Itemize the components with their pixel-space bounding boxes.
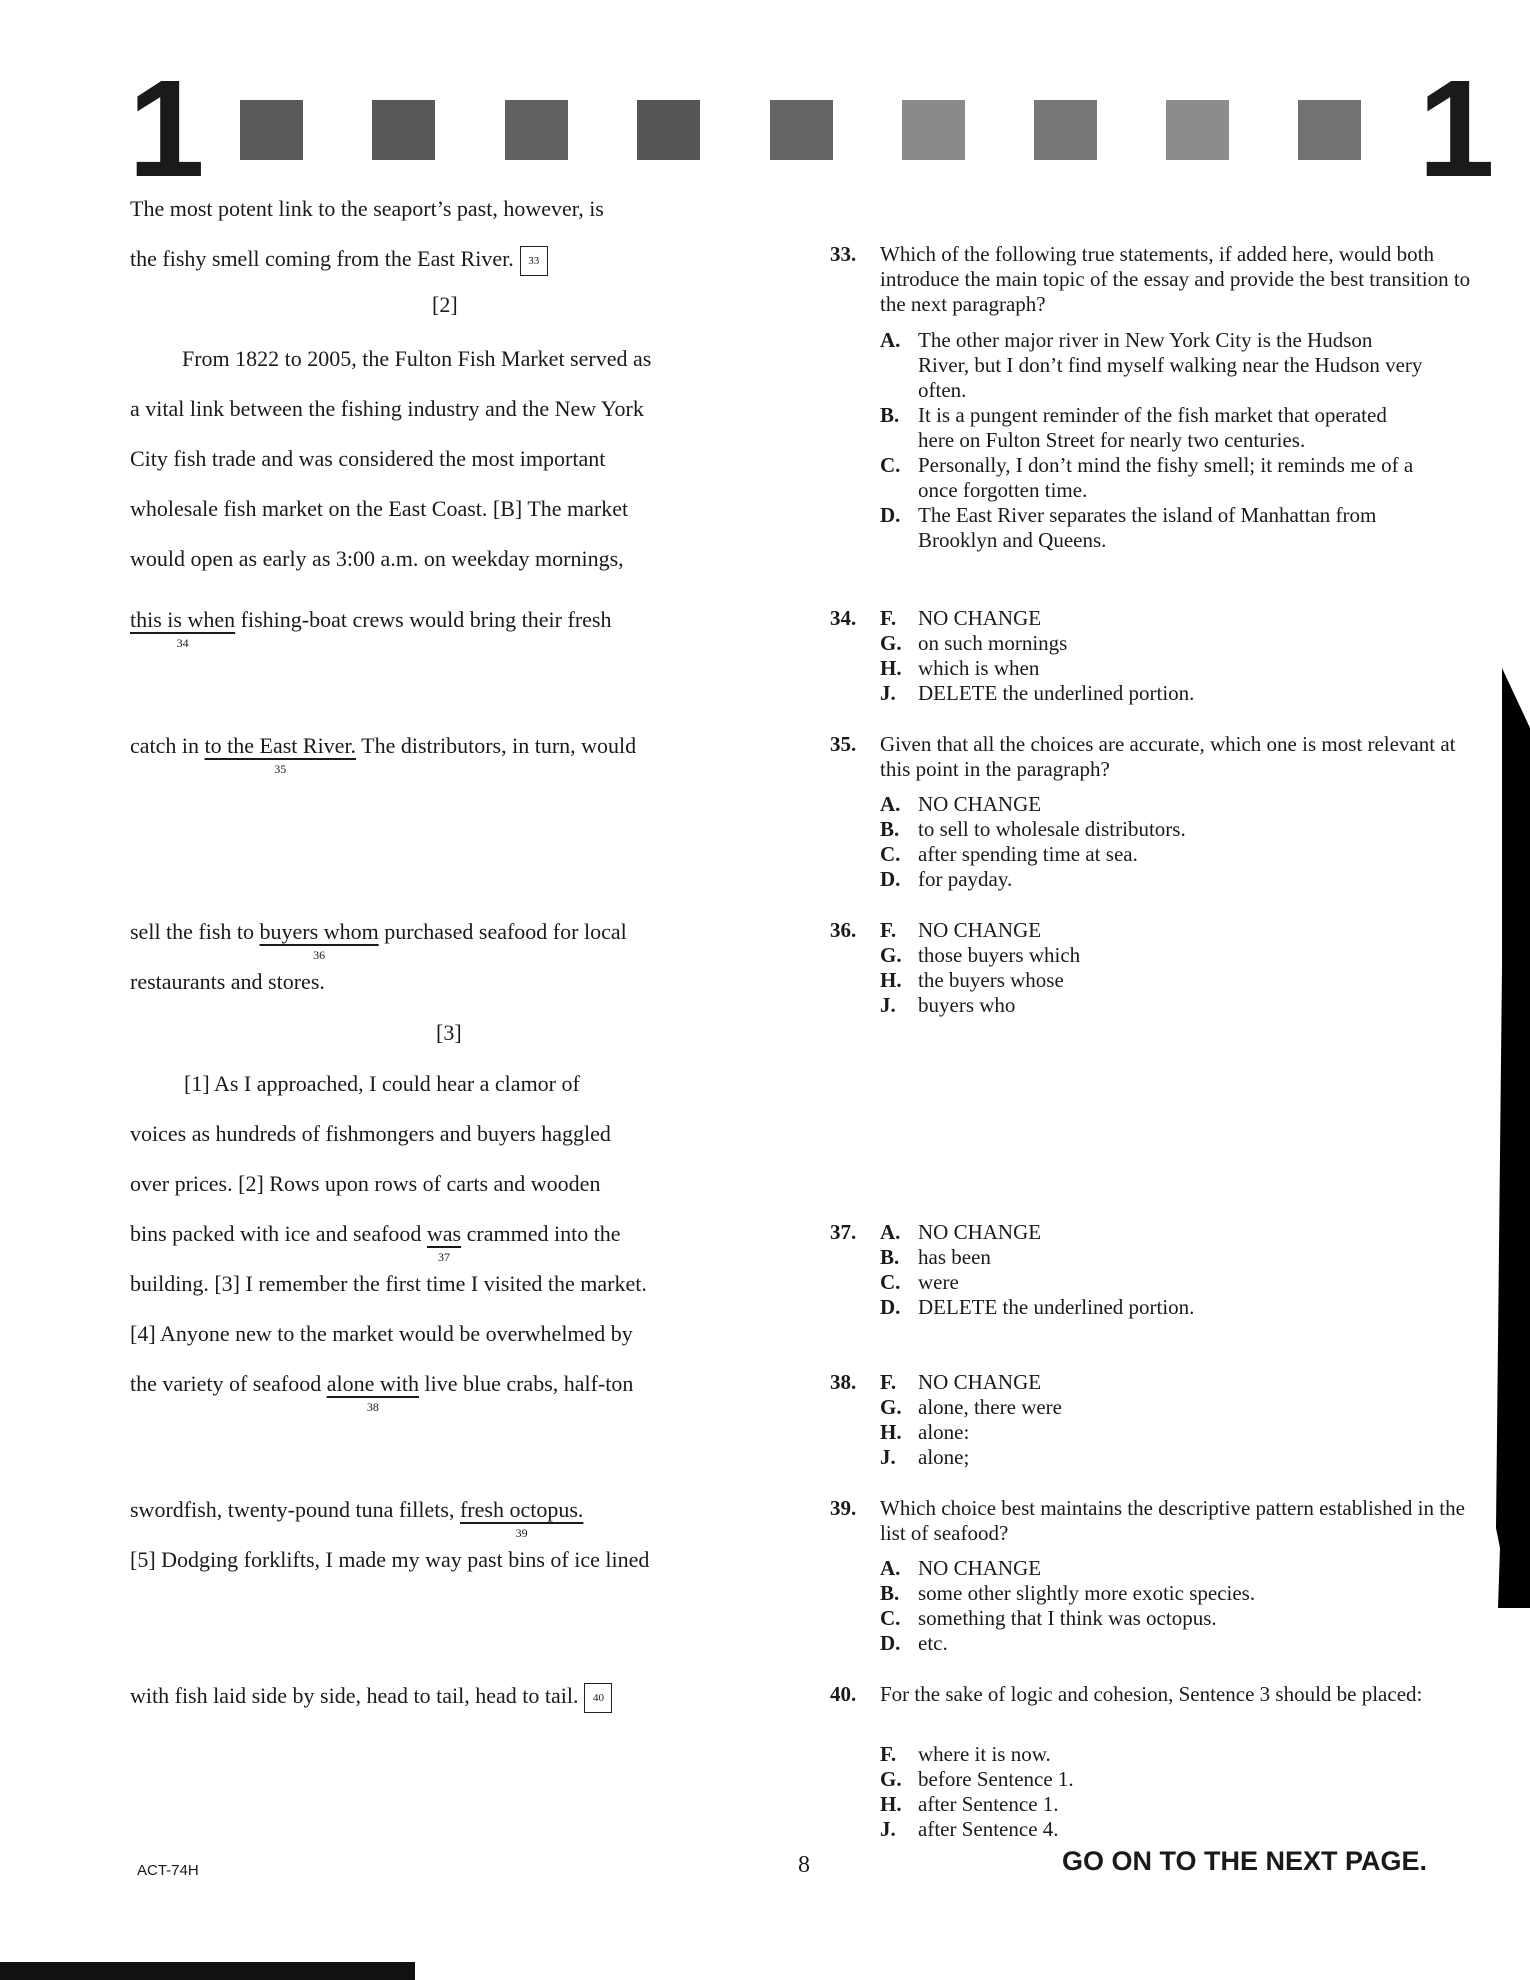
option-letter: J.	[880, 681, 896, 705]
option-letter: D.	[880, 1295, 901, 1319]
option-letter: D.	[880, 1631, 901, 1655]
options-list	[880, 328, 1425, 553]
option-letter: C.	[880, 453, 901, 477]
option-text: DELETE the underlined portion.	[918, 681, 1195, 705]
answer-option[interactable]	[880, 681, 1194, 706]
header-square	[240, 100, 303, 160]
answer-option[interactable]	[880, 1295, 1194, 1320]
option-text: NO CHANGE	[918, 918, 1042, 942]
option-letter: A.	[880, 1556, 901, 1580]
option-text: buyers who	[918, 993, 1016, 1017]
passage-line: building. [3] I remember the first time I visited the market.	[130, 1271, 647, 1296]
passage-line: over prices. [2] Rows upon rows of carts and wooden	[130, 1171, 601, 1196]
passage-line: [5] Dodging forklifts, I made my way past bins of ice lined	[130, 1547, 650, 1572]
underlined-portion-39[interactable]	[459, 1497, 584, 1540]
passage-text: crammed into the	[461, 1221, 621, 1246]
underline-number: 34	[176, 636, 189, 650]
option-text: etc.	[918, 1631, 948, 1655]
option-letter: A.	[880, 1220, 901, 1244]
option-letter: J.	[880, 993, 896, 1017]
option-text: after spending time at sea.	[918, 842, 1138, 866]
underlined-portion-38[interactable]	[326, 1371, 419, 1414]
passage-line: would open as early as 3:00 a.m. on weekday mornings,	[130, 546, 624, 571]
header-square	[770, 100, 833, 160]
underline-number: 36	[313, 948, 326, 962]
answer-option[interactable]	[880, 918, 1080, 943]
answer-option[interactable]	[880, 1245, 1194, 1270]
question-38	[830, 1370, 1475, 1469]
option-text: alone;	[918, 1445, 970, 1469]
option-text: on such mornings	[918, 631, 1068, 655]
edge-bar	[1490, 668, 1530, 1608]
options-list	[880, 792, 1186, 892]
option-letter: G.	[880, 631, 902, 655]
passage-line	[130, 1370, 634, 1414]
option-text: The East River separates the island of Manhattan from Brooklyn and Queens.	[918, 503, 1377, 552]
passage-line: From 1822 to 2005, the Fulton Fish Market served as	[182, 346, 652, 371]
answer-option[interactable]	[880, 1606, 1255, 1631]
passage-line: voices as hundreds of fishmongers and buyers haggled	[130, 1121, 611, 1146]
passage-line	[130, 606, 612, 650]
answer-option[interactable]	[880, 453, 1425, 503]
option-letter: F.	[880, 918, 897, 942]
answer-option[interactable]	[880, 403, 1425, 453]
question-35	[830, 732, 1475, 891]
option-letter: B.	[880, 1581, 900, 1605]
option-text: Personally, I don’t mind the fishy smell; it reminds me of a once forgotten time.	[918, 453, 1414, 502]
paragraph-heading-2: [2]	[432, 292, 458, 317]
underlined-text: to the East River.	[204, 733, 357, 758]
underline-number: 35	[274, 762, 287, 776]
option-text: NO CHANGE	[918, 1556, 1042, 1580]
answer-option[interactable]	[880, 1420, 1062, 1445]
option-letter: H.	[880, 1420, 902, 1444]
question-number: 38.	[830, 1370, 857, 1394]
passage-text: fishing-boat crews would bring their fresh	[235, 607, 612, 632]
underlined-portion-35[interactable]	[204, 733, 357, 776]
underlined-text: was	[426, 1221, 462, 1246]
answer-option[interactable]	[880, 867, 1186, 892]
option-letter: G.	[880, 1395, 902, 1419]
answer-option[interactable]	[880, 943, 1080, 968]
answer-option[interactable]	[880, 1445, 1062, 1470]
options-list	[880, 918, 1080, 1018]
passage-line	[130, 245, 548, 276]
header-square	[1166, 100, 1229, 160]
passage-text: catch in	[130, 733, 205, 758]
option-letter: B.	[880, 1245, 900, 1269]
option-text: something that I think was octopus.	[918, 1606, 1217, 1630]
option-letter: H.	[880, 968, 902, 992]
passage-text: bins packed with ice and seafood	[130, 1221, 427, 1246]
header-square	[505, 100, 568, 160]
answer-option[interactable]	[880, 968, 1080, 993]
option-letter: G.	[880, 943, 902, 967]
answer-option[interactable]	[880, 1792, 1074, 1817]
underlined-portion-37[interactable]	[426, 1221, 462, 1264]
options-list	[880, 606, 1194, 706]
answer-option[interactable]	[880, 1742, 1074, 1767]
passage-line: [1] As I approached, I could hear a clamor of	[184, 1071, 580, 1096]
passage-text: sell the fish to	[130, 919, 260, 944]
question-number: 34.	[830, 606, 857, 630]
option-text: some other slightly more exotic species.	[918, 1581, 1256, 1605]
section-number-left: 1	[128, 52, 205, 206]
passage-line: [4] Anyone new to the market would be overwhelmed by	[130, 1321, 633, 1346]
option-text: It is a pungent reminder of the fish market that operated here on Fulton Street for nearly two centuries.	[918, 403, 1387, 452]
option-letter: D.	[880, 867, 901, 891]
answer-option[interactable]	[880, 1556, 1255, 1581]
underline-number: 39	[515, 1526, 528, 1540]
header-square	[902, 100, 965, 160]
go-on-next-page: GO ON TO THE NEXT PAGE.	[1062, 1846, 1428, 1876]
underlined-text: alone with	[326, 1371, 419, 1396]
answer-option[interactable]	[880, 842, 1186, 867]
passage-text: with fish laid side by side, head to tail, head to tail.	[130, 1683, 579, 1708]
question-37	[830, 1220, 1475, 1319]
option-text: NO CHANGE	[918, 792, 1042, 816]
question-33	[830, 242, 1475, 552]
passage-text: purchased seafood for local	[378, 919, 627, 944]
option-text: the buyers whose	[918, 968, 1064, 992]
underline-number: 37	[438, 1250, 451, 1264]
question-36	[830, 918, 1475, 1017]
question-number: 37.	[830, 1220, 857, 1244]
passage-line: restaurants and stores.	[130, 969, 325, 994]
answer-option[interactable]	[880, 1270, 1194, 1295]
answer-option[interactable]	[880, 1817, 1074, 1842]
option-letter: C.	[880, 1606, 901, 1630]
option-text: has been	[918, 1245, 991, 1269]
option-letter: B.	[880, 817, 900, 841]
option-letter: J.	[880, 1445, 896, 1469]
option-text: to sell to wholesale distributors.	[918, 817, 1186, 841]
answer-option[interactable]	[880, 631, 1194, 656]
question-stem: For the sake of logic and cohesion, Sentence 3 should be placed:	[880, 1682, 1423, 1706]
option-letter: H.	[880, 656, 902, 680]
section-number-right: 1	[1418, 52, 1495, 206]
question-stem: Which of the following true statements, if added here, would both introduce the main topic of the essay and provide the best transition to the next paragraph?	[880, 242, 1471, 316]
question-box-40[interactable]: 40	[584, 1683, 612, 1713]
answer-option[interactable]	[880, 503, 1425, 553]
option-letter: C.	[880, 842, 901, 866]
answer-option[interactable]	[880, 792, 1186, 817]
answer-option[interactable]	[880, 1767, 1074, 1792]
underlined-portion-36[interactable]	[259, 919, 379, 962]
answer-option[interactable]	[880, 1395, 1062, 1420]
passage-line	[130, 1682, 612, 1713]
passage-text: live blue crabs, half-ton	[418, 1371, 634, 1396]
option-letter: F.	[880, 606, 897, 630]
bottom-scan-bar	[0, 1962, 415, 1980]
passage-line: City fish trade and was considered the most important	[130, 446, 606, 471]
page-number: 8	[798, 1852, 810, 1878]
answer-option[interactable]	[880, 1581, 1255, 1606]
question-39	[830, 1496, 1475, 1655]
option-text: those buyers which	[918, 943, 1081, 967]
answer-option[interactable]	[880, 993, 1080, 1018]
footer-code: ACT-74H	[137, 1862, 199, 1879]
passage-line: The most potent link to the seaport’s past, however, is	[130, 196, 604, 221]
option-text: NO CHANGE	[918, 606, 1042, 630]
underlined-text: fresh octopus.	[459, 1497, 584, 1522]
option-text: after Sentence 4.	[918, 1817, 1059, 1841]
passage-text: swordfish, twenty-pound tuna fillets,	[130, 1497, 460, 1522]
underline-number: 38	[366, 1400, 379, 1414]
header-square	[637, 100, 700, 160]
question-stem: Given that all the choices are accurate, which one is most relevant at this point in the paragraph?	[880, 732, 1456, 781]
header-square	[1034, 100, 1097, 160]
option-text: NO CHANGE	[918, 1370, 1042, 1394]
option-letter: C.	[880, 1270, 901, 1294]
question-number: 33.	[830, 242, 857, 266]
underlined-text: buyers whom	[259, 919, 379, 944]
option-letter: H.	[880, 1792, 902, 1816]
answer-option[interactable]	[880, 606, 1194, 631]
passage-line	[130, 918, 627, 962]
option-letter: B.	[880, 403, 900, 427]
option-text: where it is now.	[918, 1742, 1051, 1766]
question-34	[830, 606, 1475, 705]
option-text: alone, there were	[918, 1395, 1062, 1419]
passage-text: the variety of seafood	[130, 1371, 327, 1396]
options-list	[880, 1742, 1074, 1842]
option-text: for payday.	[918, 867, 1013, 891]
header-square	[372, 100, 435, 160]
passage-text: the fishy smell coming from the East River.	[130, 246, 514, 271]
underlined-portion-34[interactable]	[130, 607, 236, 650]
options-list	[880, 1556, 1255, 1656]
question-box-33[interactable]: 33	[520, 246, 548, 276]
option-letter: A.	[880, 792, 901, 816]
passage-text: The distributors, in turn, would	[356, 733, 637, 758]
passage-line: a vital link between the fishing industry and the New York	[130, 396, 644, 421]
question-stem: Which choice best maintains the descriptive pattern established in the list of seafood?	[880, 1496, 1465, 1545]
underlined-text: this is when	[130, 607, 236, 632]
option-text: were	[918, 1270, 959, 1294]
passage-line	[130, 1220, 621, 1264]
question-40	[830, 1682, 1475, 1841]
question-number: 35.	[830, 732, 857, 756]
option-text: alone:	[918, 1420, 970, 1444]
passage-line	[130, 1496, 584, 1540]
option-letter: A.	[880, 328, 901, 352]
question-number: 39.	[830, 1496, 857, 1520]
option-text: The other major river in New York City is the Hudson River, but I don’t find myself walking near the Hudson very often.	[918, 328, 1423, 402]
options-list	[880, 1370, 1062, 1470]
option-letter: F.	[880, 1370, 897, 1394]
answer-option[interactable]	[880, 1631, 1255, 1656]
answer-option[interactable]	[880, 1220, 1194, 1245]
option-letter: F.	[880, 1742, 897, 1766]
header-square	[1298, 100, 1361, 160]
option-text: NO CHANGE	[918, 1220, 1042, 1244]
option-text: before Sentence 1.	[918, 1767, 1074, 1791]
option-letter: G.	[880, 1767, 902, 1791]
passage-line: wholesale fish market on the East Coast. [B] The market	[130, 496, 629, 521]
answer-option[interactable]	[880, 656, 1194, 681]
passage-line	[130, 732, 637, 776]
option-letter: J.	[880, 1817, 896, 1841]
question-number: 36.	[830, 918, 857, 942]
question-number: 40.	[830, 1682, 857, 1706]
option-letter: D.	[880, 503, 901, 527]
option-text: after Sentence 1.	[918, 1792, 1059, 1816]
answer-option[interactable]	[880, 1370, 1062, 1395]
answer-option[interactable]	[880, 817, 1186, 842]
paragraph-heading-3: [3]	[436, 1020, 462, 1045]
answer-option[interactable]	[880, 328, 1425, 403]
options-list	[880, 1220, 1194, 1320]
option-text: DELETE the underlined portion.	[918, 1295, 1195, 1319]
option-text: which is when	[918, 656, 1040, 680]
